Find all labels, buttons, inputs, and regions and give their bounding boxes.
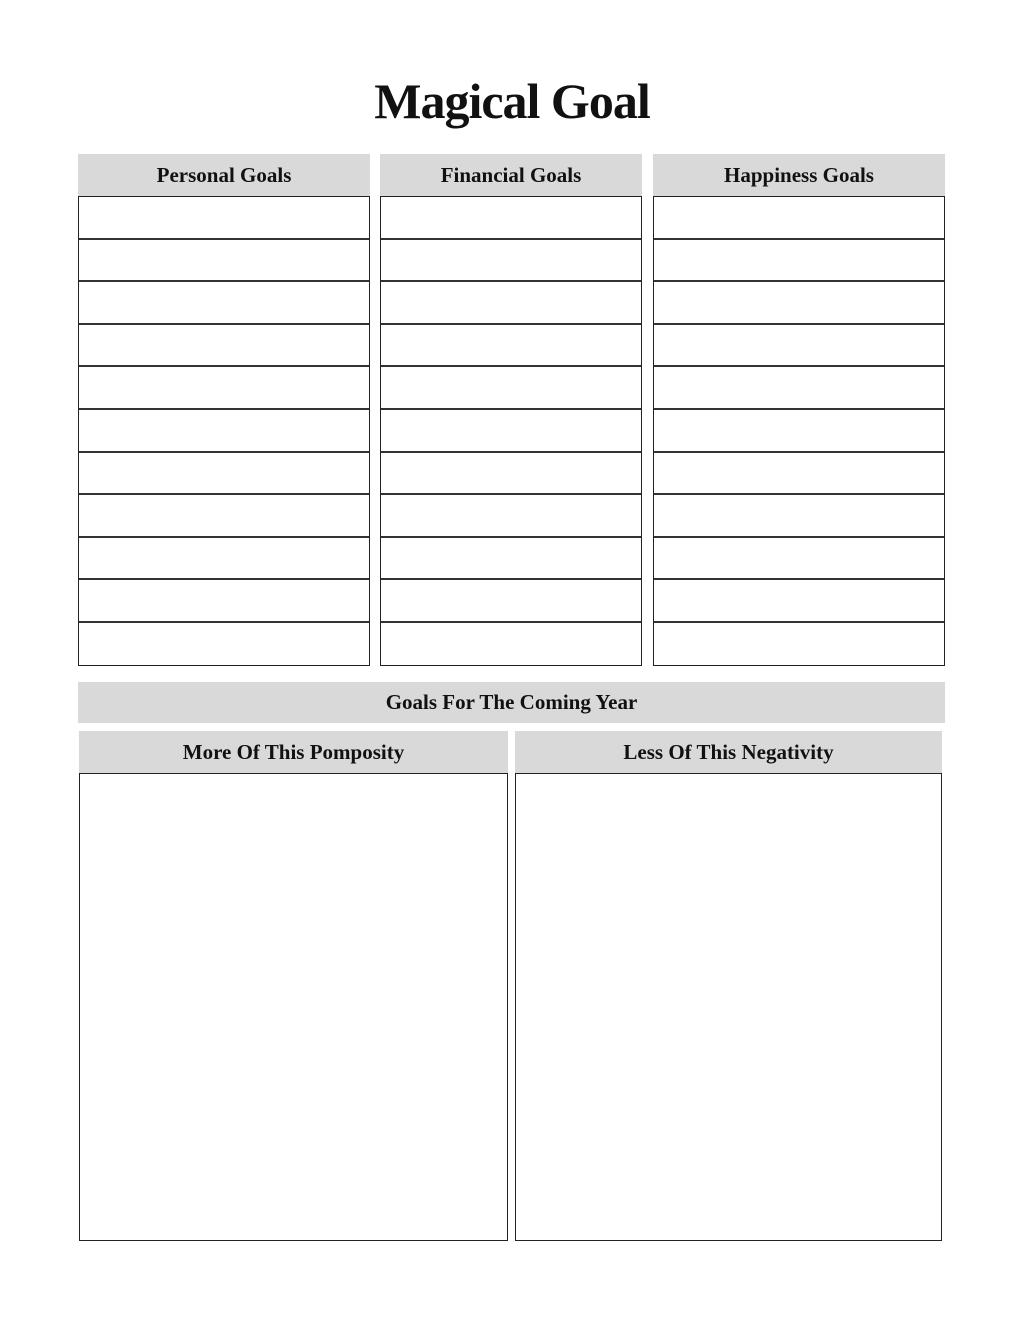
goal-line[interactable]	[654, 410, 944, 453]
more-of-this-header: More Of This Pomposity	[79, 731, 508, 773]
less-of-this-header: Less Of This Negativity	[515, 731, 942, 773]
financial-goals-column	[380, 154, 642, 666]
goal-line[interactable]	[381, 453, 641, 496]
less-of-this-writing-area[interactable]	[515, 773, 942, 1241]
goal-line[interactable]	[79, 538, 369, 581]
happiness-goals-rows	[653, 196, 945, 666]
goal-line[interactable]	[79, 453, 369, 496]
goal-line[interactable]	[654, 197, 944, 240]
personal-goals-rows	[78, 196, 370, 666]
page-title: Magical Goal	[374, 73, 650, 129]
goal-line[interactable]	[381, 367, 641, 410]
goal-line[interactable]	[654, 538, 944, 581]
goal-line[interactable]	[381, 240, 641, 283]
goal-line[interactable]	[79, 240, 369, 283]
personal-goals-column	[78, 154, 370, 666]
more-of-this-box	[79, 731, 508, 1241]
goal-line[interactable]	[79, 580, 369, 623]
happiness-goals-column	[653, 154, 945, 666]
goal-line[interactable]	[79, 623, 369, 666]
more-of-this-writing-area[interactable]	[79, 773, 508, 1241]
goal-line[interactable]	[381, 282, 641, 325]
financial-goals-header: Financial Goals	[380, 154, 642, 196]
goal-line[interactable]	[654, 580, 944, 623]
goal-line[interactable]	[381, 495, 641, 538]
personal-goals-header: Personal Goals	[78, 154, 370, 196]
goal-line[interactable]	[79, 282, 369, 325]
goal-line[interactable]	[79, 325, 369, 368]
financial-goals-rows	[380, 196, 642, 666]
goal-line[interactable]	[381, 623, 641, 666]
goal-line[interactable]	[79, 495, 369, 538]
goal-line[interactable]	[654, 325, 944, 368]
goal-line[interactable]	[79, 410, 369, 453]
goal-line[interactable]	[654, 495, 944, 538]
goal-line[interactable]	[654, 240, 944, 283]
goal-line[interactable]	[654, 282, 944, 325]
goal-line[interactable]	[654, 367, 944, 410]
goal-line[interactable]	[654, 453, 944, 496]
goal-line[interactable]	[79, 367, 369, 410]
goal-line[interactable]	[381, 410, 641, 453]
goal-line[interactable]	[654, 623, 944, 666]
less-of-this-box	[515, 731, 942, 1241]
goal-line[interactable]	[381, 197, 641, 240]
goal-line[interactable]	[381, 580, 641, 623]
goal-line[interactable]	[381, 538, 641, 581]
coming-year-band: Goals For The Coming Year	[78, 682, 945, 723]
happiness-goals-header: Happiness Goals	[653, 154, 945, 196]
goal-line[interactable]	[381, 325, 641, 368]
goal-line[interactable]	[79, 197, 369, 240]
